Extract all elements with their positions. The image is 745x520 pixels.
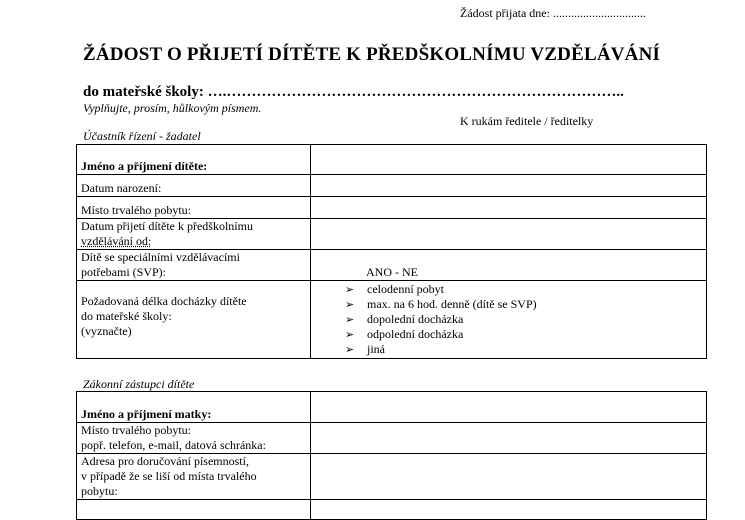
table-row <box>77 219 707 250</box>
next-row-field[interactable] <box>311 500 707 520</box>
table-row <box>77 175 707 197</box>
attendance-option-list <box>315 282 702 357</box>
arrowhead-bullet-icon: ➢ <box>345 313 355 326</box>
section-guardians-title: Zákonní zástupci dítěte <box>83 377 195 391</box>
mother-residence-label-line2: popř. telefon, e-mail, datová schránka: <box>81 438 266 452</box>
attendance-option-afternoon[interactable] <box>345 327 702 342</box>
table-row <box>77 423 707 454</box>
svp-label-line1: Dítě se speciálními vzdělávacími <box>81 250 240 264</box>
delivery-address-field[interactable] <box>311 454 707 500</box>
birth-date-label: Datum narození: <box>77 175 311 197</box>
residence-field[interactable] <box>311 197 707 219</box>
table-row <box>77 145 707 175</box>
option-label: dopolední docházka <box>367 312 464 326</box>
mother-name-field[interactable] <box>311 392 707 423</box>
attendance-option-morning[interactable] <box>345 312 702 327</box>
arrowhead-bullet-icon: ➢ <box>345 343 355 356</box>
child-name-field[interactable] <box>311 145 707 175</box>
table-row <box>77 197 707 219</box>
attendance-option-other[interactable] <box>345 342 702 357</box>
option-label: celodenní pobyt <box>367 282 444 296</box>
delivery-address-label-line1: Adresa pro doručování písemností, <box>81 454 249 468</box>
page-title: ŽÁDOST O PŘIJETÍ DÍTĚTE K PŘEDŠKOLNÍMU VZDĚLÁVÁNÍ <box>83 44 661 65</box>
admission-date-label-line1: Datum přijetí dítěte k předškolnímu <box>81 219 253 233</box>
table-row <box>77 250 707 281</box>
table-row <box>77 454 707 500</box>
attendance-options <box>311 281 707 359</box>
option-label: max. na 6 hod. denně (dítě se SVP) <box>367 297 537 311</box>
applicant-table <box>76 144 707 359</box>
table-row <box>77 392 707 423</box>
admission-date-field[interactable] <box>311 219 707 250</box>
arrowhead-bullet-icon: ➢ <box>345 328 355 341</box>
table-row <box>77 500 707 520</box>
table-row <box>77 281 707 359</box>
delivery-address-label-line3: pobytu: <box>81 484 118 498</box>
next-row-label <box>77 500 311 520</box>
option-label: jiná <box>367 342 385 356</box>
svp-label-line2: potřebami (SVP): <box>81 265 166 279</box>
mother-name-label: Jméno a příjmení matky: <box>77 392 311 423</box>
attendance-label-line3: (vyznačte) <box>81 324 132 338</box>
mother-residence-field[interactable] <box>311 423 707 454</box>
admission-date-label <box>77 219 311 250</box>
option-label: odpolední docházka <box>367 327 464 341</box>
received-date-label: Žádost přijata dne: ............................... <box>460 6 646 20</box>
arrowhead-bullet-icon: ➢ <box>345 298 355 311</box>
svp-answer[interactable]: ANO - NE <box>311 250 707 281</box>
mother-residence-label-line1: Místo trvalého pobytu: <box>81 423 191 437</box>
delivery-address-label-line2: v případě že se liší od místa trvalého <box>81 469 257 483</box>
addressee-label: K rukám ředitele / ředitelky <box>460 114 594 128</box>
fill-instruction: Vyplňujte, prosím, hůlkovým písmem. <box>83 101 262 115</box>
attendance-label <box>77 281 311 359</box>
child-name-label: Jméno a příjmení dítěte: <box>77 145 311 175</box>
guardians-table <box>76 391 707 520</box>
attendance-label-line1: Požadovaná délka docházky dítěte <box>81 294 247 308</box>
svp-label <box>77 250 311 281</box>
attendance-option-full-day[interactable] <box>345 282 702 297</box>
arrowhead-bullet-icon: ➢ <box>345 283 355 296</box>
school-field-label: do mateřské školy: ….…………………………………………………………………….. <box>83 84 624 100</box>
delivery-address-label <box>77 454 311 500</box>
birth-date-field[interactable] <box>311 175 707 197</box>
residence-label: Místo trvalého pobytu: <box>77 197 311 219</box>
attendance-label-line2: do mateřské školy: <box>81 309 172 323</box>
attendance-option-6h[interactable] <box>345 297 702 312</box>
mother-residence-label <box>77 423 311 454</box>
admission-date-label-line2: vzdělávání od: <box>81 234 152 248</box>
section-applicant-title: Účastník řízení - žadatel <box>83 129 201 143</box>
